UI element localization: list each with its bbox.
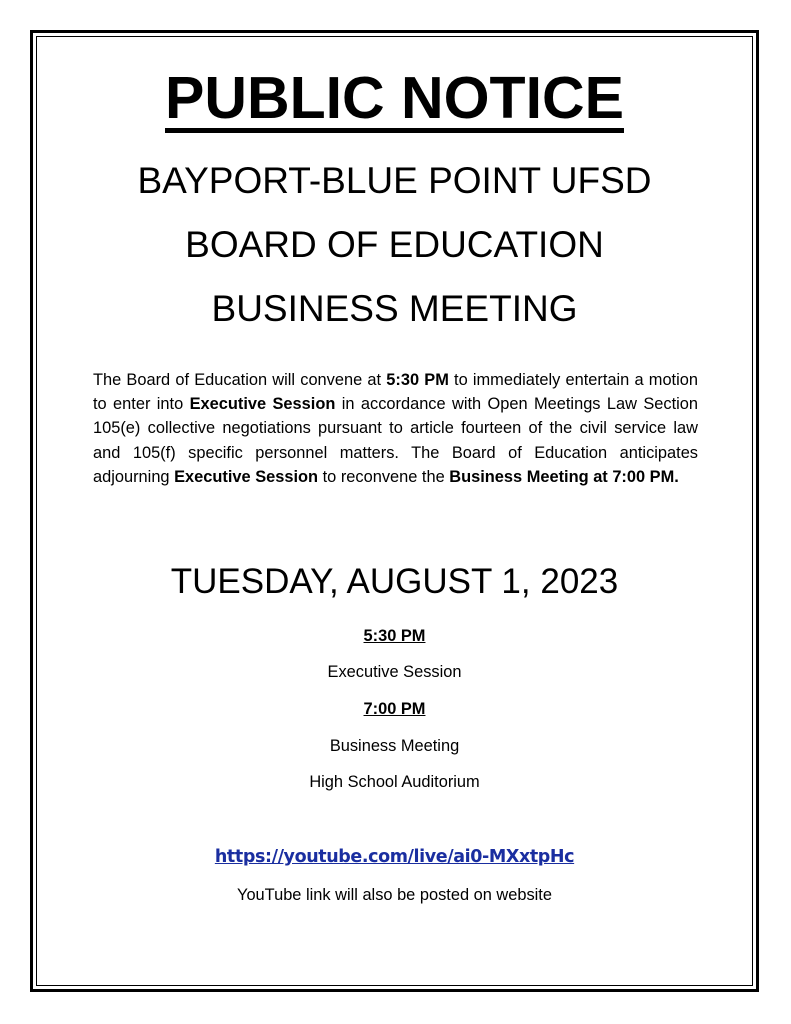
notice-content	[36, 36, 753, 986]
district-name-heading: BAYPORT-BLUE POINT UFSD	[137, 160, 652, 201]
link-note: YouTube link will also be posted on website	[237, 886, 552, 904]
meeting-location: High School Auditorium	[309, 773, 480, 791]
notice-title: PUBLIC NOTICE	[165, 65, 624, 131]
board-heading: BOARD OF EDUCATION	[185, 224, 604, 265]
meeting-date: TUESDAY, AUGUST 1, 2023	[170, 562, 619, 601]
business-meeting-label: Business Meeting	[329, 737, 460, 755]
youtube-live-link[interactable]: https://youtube.com/live/ai0-MXxtpHc	[214, 847, 575, 867]
executive-session-time: 5:30 PM	[363, 627, 426, 645]
executive-session-label: Executive Session	[327, 663, 462, 681]
meeting-type-heading: BUSINESS MEETING	[211, 288, 578, 329]
business-meeting-time: 7:00 PM	[363, 700, 426, 718]
notice-paragraph: The Board of Education will convene at 5:30 PM to immediately entertain a motion to enter into Executive Session in accordance with Open Meetings Law Section 105(e) collective negotiations pursuant to article fourteen of the civil service law and 105(f) specific personnel matters. The Board of Education anticipates adjourning Executive Session to reconvene the Business Meeting at 7:00 PM.	[93, 371, 698, 486]
